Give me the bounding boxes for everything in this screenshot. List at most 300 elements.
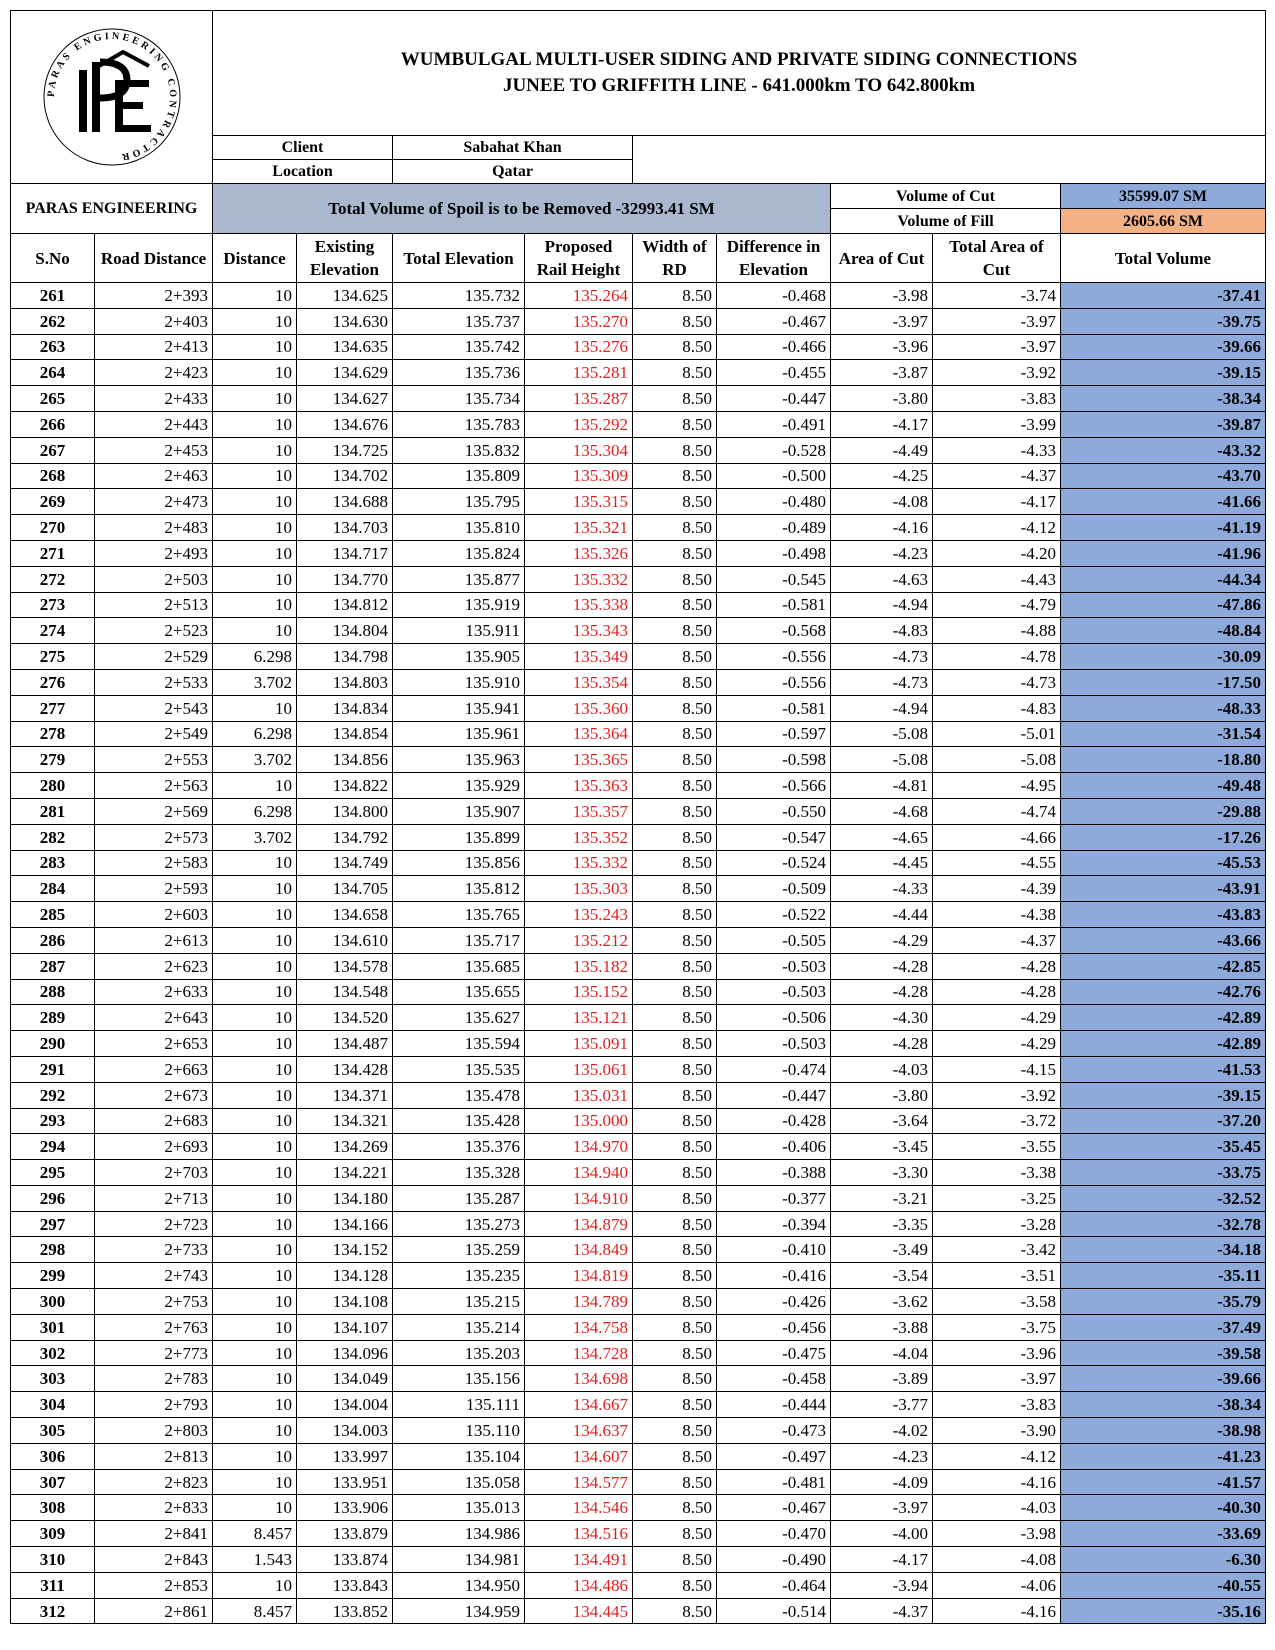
cell-total-elevation: 134.950 bbox=[393, 1572, 525, 1598]
cell-width-of-rd: 8.50 bbox=[633, 1082, 717, 1108]
cell-total-elevation: 135.058 bbox=[393, 1469, 525, 1495]
cell-distance: 10 bbox=[213, 1340, 297, 1366]
cell-proposed-rail-height: 134.728 bbox=[525, 1340, 633, 1366]
cell-total-elevation: 135.905 bbox=[393, 644, 525, 670]
cell-width-of-rd: 8.50 bbox=[633, 360, 717, 386]
cell-distance: 10 bbox=[213, 1314, 297, 1340]
cell-road-distance: 2+753 bbox=[95, 1289, 213, 1315]
cell-distance: 10 bbox=[213, 1108, 297, 1134]
cell-total-area-of-cut: -3.99 bbox=[933, 411, 1061, 437]
cell-difference-in-elevation: -0.410 bbox=[717, 1237, 831, 1263]
cell-total-area-of-cut: -4.37 bbox=[933, 463, 1061, 489]
cell-proposed-rail-height: 134.445 bbox=[525, 1598, 633, 1624]
cell-proposed-rail-height: 134.491 bbox=[525, 1547, 633, 1573]
cell-distance: 10 bbox=[213, 566, 297, 592]
cell-difference-in-elevation: -0.597 bbox=[717, 721, 831, 747]
title-line-2: JUNEE TO GRIFFITH LINE - 641.000km TO 642.800km bbox=[502, 75, 976, 96]
cell-total-volume: -39.87 bbox=[1061, 411, 1266, 437]
cell-road-distance: 2+733 bbox=[95, 1237, 213, 1263]
col-difference-in-elevation: Difference in Elevation bbox=[717, 234, 831, 283]
cell-total-area-of-cut: -3.96 bbox=[933, 1340, 1061, 1366]
cell-area-of-cut: -4.65 bbox=[831, 824, 933, 850]
cell-proposed-rail-height: 135.354 bbox=[525, 669, 633, 695]
cell-difference-in-elevation: -0.509 bbox=[717, 876, 831, 902]
cell-total-area-of-cut: -4.28 bbox=[933, 953, 1061, 979]
cell-distance: 10 bbox=[213, 515, 297, 541]
cell-distance: 10 bbox=[213, 308, 297, 334]
cell-width-of-rd: 8.50 bbox=[633, 1108, 717, 1134]
cell-existing-elevation: 133.852 bbox=[297, 1598, 393, 1624]
cell-total-area-of-cut: -4.73 bbox=[933, 669, 1061, 695]
table-row bbox=[11, 1082, 1266, 1108]
cell-difference-in-elevation: -0.524 bbox=[717, 850, 831, 876]
cell-area-of-cut: -4.68 bbox=[831, 798, 933, 824]
cell-sno: 271 bbox=[11, 540, 95, 566]
cell-difference-in-elevation: -0.581 bbox=[717, 695, 831, 721]
cell-area-of-cut: -4.94 bbox=[831, 695, 933, 721]
cell-distance: 10 bbox=[213, 1082, 297, 1108]
cell-area-of-cut: -3.89 bbox=[831, 1366, 933, 1392]
cell-total-area-of-cut: -3.97 bbox=[933, 1366, 1061, 1392]
cell-total-volume: -6.30 bbox=[1061, 1547, 1266, 1573]
cell-total-elevation: 135.809 bbox=[393, 463, 525, 489]
cell-width-of-rd: 8.50 bbox=[633, 1598, 717, 1624]
cell-total-area-of-cut: -3.42 bbox=[933, 1237, 1061, 1263]
cell-existing-elevation: 134.428 bbox=[297, 1056, 393, 1082]
cell-sno: 294 bbox=[11, 1134, 95, 1160]
info-blank bbox=[633, 136, 1266, 184]
cell-total-elevation: 135.013 bbox=[393, 1495, 525, 1521]
cell-existing-elevation: 134.487 bbox=[297, 1031, 393, 1057]
cell-total-area-of-cut: -4.28 bbox=[933, 979, 1061, 1005]
cell-total-area-of-cut: -3.74 bbox=[933, 283, 1061, 309]
cell-proposed-rail-height: 135.031 bbox=[525, 1082, 633, 1108]
cell-sno: 283 bbox=[11, 850, 95, 876]
cell-total-volume: -42.89 bbox=[1061, 1031, 1266, 1057]
cell-road-distance: 2+813 bbox=[95, 1443, 213, 1469]
cell-distance: 10 bbox=[213, 540, 297, 566]
cell-total-volume: -47.86 bbox=[1061, 592, 1266, 618]
cell-area-of-cut: -4.45 bbox=[831, 850, 933, 876]
cell-proposed-rail-height: 135.061 bbox=[525, 1056, 633, 1082]
cell-difference-in-elevation: -0.497 bbox=[717, 1443, 831, 1469]
cell-total-area-of-cut: -4.16 bbox=[933, 1598, 1061, 1624]
cell-distance: 8.457 bbox=[213, 1521, 297, 1547]
cell-road-distance: 2+793 bbox=[95, 1392, 213, 1418]
cell-difference-in-elevation: -0.466 bbox=[717, 334, 831, 360]
cell-proposed-rail-height: 134.879 bbox=[525, 1211, 633, 1237]
cell-sno: 304 bbox=[11, 1392, 95, 1418]
cell-width-of-rd: 8.50 bbox=[633, 1495, 717, 1521]
cell-existing-elevation: 134.705 bbox=[297, 876, 393, 902]
cell-width-of-rd: 8.50 bbox=[633, 669, 717, 695]
cell-area-of-cut: -4.00 bbox=[831, 1521, 933, 1547]
cell-proposed-rail-height: 135.276 bbox=[525, 334, 633, 360]
cell-area-of-cut: -4.28 bbox=[831, 979, 933, 1005]
cell-existing-elevation: 134.834 bbox=[297, 695, 393, 721]
cell-road-distance: 2+523 bbox=[95, 618, 213, 644]
cell-total-elevation: 135.765 bbox=[393, 902, 525, 928]
cell-proposed-rail-height: 135.287 bbox=[525, 386, 633, 412]
cell-area-of-cut: -3.87 bbox=[831, 360, 933, 386]
cell-total-elevation: 135.910 bbox=[393, 669, 525, 695]
logo-ring-text: PARAS ENGINEERING CONTRACTOR bbox=[45, 30, 178, 163]
table-row bbox=[11, 1289, 1266, 1315]
cell-total-elevation: 135.856 bbox=[393, 850, 525, 876]
cell-road-distance: 2+853 bbox=[95, 1572, 213, 1598]
cell-proposed-rail-height: 134.940 bbox=[525, 1160, 633, 1186]
cell-difference-in-elevation: -0.556 bbox=[717, 644, 831, 670]
cell-difference-in-elevation: -0.464 bbox=[717, 1572, 831, 1598]
cell-area-of-cut: -3.77 bbox=[831, 1392, 933, 1418]
cell-distance: 10 bbox=[213, 1237, 297, 1263]
cell-distance: 10 bbox=[213, 1185, 297, 1211]
cell-area-of-cut: -4.28 bbox=[831, 953, 933, 979]
cell-existing-elevation: 134.630 bbox=[297, 308, 393, 334]
cell-road-distance: 2+803 bbox=[95, 1418, 213, 1444]
cell-existing-elevation: 134.854 bbox=[297, 721, 393, 747]
cell-sno: 289 bbox=[11, 1005, 95, 1031]
cell-area-of-cut: -4.73 bbox=[831, 644, 933, 670]
cell-width-of-rd: 8.50 bbox=[633, 1211, 717, 1237]
cell-total-volume: -17.50 bbox=[1061, 669, 1266, 695]
cell-total-elevation: 135.941 bbox=[393, 695, 525, 721]
cell-road-distance: 2+413 bbox=[95, 334, 213, 360]
cell-existing-elevation: 134.049 bbox=[297, 1366, 393, 1392]
cell-total-area-of-cut: -4.20 bbox=[933, 540, 1061, 566]
table-row bbox=[11, 669, 1266, 695]
cell-difference-in-elevation: -0.481 bbox=[717, 1469, 831, 1495]
cell-sno: 263 bbox=[11, 334, 95, 360]
cell-total-volume: -43.66 bbox=[1061, 927, 1266, 953]
cell-total-area-of-cut: -4.29 bbox=[933, 1031, 1061, 1057]
table-row bbox=[11, 850, 1266, 876]
cell-distance: 10 bbox=[213, 1134, 297, 1160]
cell-proposed-rail-height: 135.360 bbox=[525, 695, 633, 721]
cell-difference-in-elevation: -0.470 bbox=[717, 1521, 831, 1547]
cell-road-distance: 2+833 bbox=[95, 1495, 213, 1521]
cell-sno: 265 bbox=[11, 386, 95, 412]
cell-existing-elevation: 134.629 bbox=[297, 360, 393, 386]
cell-sno: 303 bbox=[11, 1366, 95, 1392]
cell-proposed-rail-height: 135.332 bbox=[525, 850, 633, 876]
cell-width-of-rd: 8.50 bbox=[633, 927, 717, 953]
cell-difference-in-elevation: -0.456 bbox=[717, 1314, 831, 1340]
cell-road-distance: 2+483 bbox=[95, 515, 213, 541]
cell-sno: 268 bbox=[11, 463, 95, 489]
cell-total-area-of-cut: -4.12 bbox=[933, 1443, 1061, 1469]
cell-road-distance: 2+573 bbox=[95, 824, 213, 850]
table-row bbox=[11, 876, 1266, 902]
cell-total-area-of-cut: -4.95 bbox=[933, 773, 1061, 799]
cell-total-volume: -32.52 bbox=[1061, 1185, 1266, 1211]
cell-total-elevation: 135.535 bbox=[393, 1056, 525, 1082]
cell-existing-elevation: 134.822 bbox=[297, 773, 393, 799]
location-label: Location bbox=[213, 160, 393, 184]
cell-total-volume: -38.34 bbox=[1061, 386, 1266, 412]
cell-existing-elevation: 134.578 bbox=[297, 953, 393, 979]
cell-total-volume: -35.16 bbox=[1061, 1598, 1266, 1624]
cell-width-of-rd: 8.50 bbox=[633, 334, 717, 360]
cell-width-of-rd: 8.50 bbox=[633, 1237, 717, 1263]
cell-existing-elevation: 134.166 bbox=[297, 1211, 393, 1237]
cell-sno: 276 bbox=[11, 669, 95, 695]
cell-total-volume: -45.53 bbox=[1061, 850, 1266, 876]
cell-total-elevation: 134.959 bbox=[393, 1598, 525, 1624]
cell-proposed-rail-height: 134.607 bbox=[525, 1443, 633, 1469]
cell-total-elevation: 135.919 bbox=[393, 592, 525, 618]
cell-total-elevation: 135.215 bbox=[393, 1289, 525, 1315]
cell-total-elevation: 135.911 bbox=[393, 618, 525, 644]
cell-area-of-cut: -4.63 bbox=[831, 566, 933, 592]
cell-width-of-rd: 8.50 bbox=[633, 850, 717, 876]
cell-total-elevation: 135.961 bbox=[393, 721, 525, 747]
cell-total-elevation: 135.732 bbox=[393, 283, 525, 309]
cell-road-distance: 2+543 bbox=[95, 695, 213, 721]
cell-total-volume: -41.96 bbox=[1061, 540, 1266, 566]
table-row bbox=[11, 334, 1266, 360]
cell-width-of-rd: 8.50 bbox=[633, 1443, 717, 1469]
cell-total-area-of-cut: -3.97 bbox=[933, 308, 1061, 334]
cell-total-area-of-cut: -4.33 bbox=[933, 437, 1061, 463]
cell-proposed-rail-height: 135.352 bbox=[525, 824, 633, 850]
cell-width-of-rd: 8.50 bbox=[633, 773, 717, 799]
cell-proposed-rail-height: 134.667 bbox=[525, 1392, 633, 1418]
cell-sno: 296 bbox=[11, 1185, 95, 1211]
cell-difference-in-elevation: -0.514 bbox=[717, 1598, 831, 1624]
table-row bbox=[11, 1366, 1266, 1392]
cell-width-of-rd: 8.50 bbox=[633, 1572, 717, 1598]
table-row bbox=[11, 1211, 1266, 1237]
cell-road-distance: 2+569 bbox=[95, 798, 213, 824]
cell-difference-in-elevation: -0.598 bbox=[717, 747, 831, 773]
cell-road-distance: 2+773 bbox=[95, 1340, 213, 1366]
cell-total-volume: -33.69 bbox=[1061, 1521, 1266, 1547]
table-row bbox=[11, 1547, 1266, 1573]
cell-distance: 10 bbox=[213, 334, 297, 360]
cell-total-elevation: 135.685 bbox=[393, 953, 525, 979]
cell-area-of-cut: -3.49 bbox=[831, 1237, 933, 1263]
cell-width-of-rd: 8.50 bbox=[633, 1392, 717, 1418]
cell-road-distance: 2+693 bbox=[95, 1134, 213, 1160]
cell-area-of-cut: -4.03 bbox=[831, 1056, 933, 1082]
cell-existing-elevation: 134.702 bbox=[297, 463, 393, 489]
cell-distance: 10 bbox=[213, 1495, 297, 1521]
cell-existing-elevation: 134.004 bbox=[297, 1392, 393, 1418]
cell-width-of-rd: 8.50 bbox=[633, 1160, 717, 1186]
cell-total-volume: -48.84 bbox=[1061, 618, 1266, 644]
cell-total-area-of-cut: -4.16 bbox=[933, 1469, 1061, 1495]
cell-total-volume: -29.88 bbox=[1061, 798, 1266, 824]
column-headers bbox=[11, 234, 1266, 283]
cell-total-volume: -35.79 bbox=[1061, 1289, 1266, 1315]
cell-proposed-rail-height: 134.910 bbox=[525, 1185, 633, 1211]
cell-total-elevation: 135.737 bbox=[393, 308, 525, 334]
cell-difference-in-elevation: -0.388 bbox=[717, 1160, 831, 1186]
cell-proposed-rail-height: 135.357 bbox=[525, 798, 633, 824]
cell-total-area-of-cut: -4.38 bbox=[933, 902, 1061, 928]
volume-fill-value: 2605.66 SM bbox=[1061, 209, 1266, 234]
cell-total-elevation: 135.111 bbox=[393, 1392, 525, 1418]
cell-road-distance: 2+633 bbox=[95, 979, 213, 1005]
cell-total-area-of-cut: -4.06 bbox=[933, 1572, 1061, 1598]
table-row bbox=[11, 1263, 1266, 1289]
cell-difference-in-elevation: -0.447 bbox=[717, 1082, 831, 1108]
cell-difference-in-elevation: -0.426 bbox=[717, 1289, 831, 1315]
cell-road-distance: 2+783 bbox=[95, 1366, 213, 1392]
cell-sno: 306 bbox=[11, 1443, 95, 1469]
cell-total-volume: -38.34 bbox=[1061, 1392, 1266, 1418]
cell-total-volume: -35.45 bbox=[1061, 1134, 1266, 1160]
cell-proposed-rail-height: 135.292 bbox=[525, 411, 633, 437]
cell-existing-elevation: 134.003 bbox=[297, 1418, 393, 1444]
cell-difference-in-elevation: -0.505 bbox=[717, 927, 831, 953]
cell-total-area-of-cut: -3.51 bbox=[933, 1263, 1061, 1289]
table-row bbox=[11, 1134, 1266, 1160]
col-area-of-cut: Area of Cut bbox=[831, 234, 933, 283]
cell-total-area-of-cut: -4.08 bbox=[933, 1547, 1061, 1573]
cell-sno: 278 bbox=[11, 721, 95, 747]
cell-total-elevation: 135.742 bbox=[393, 334, 525, 360]
cell-existing-elevation: 134.625 bbox=[297, 283, 393, 309]
cell-total-elevation: 135.376 bbox=[393, 1134, 525, 1160]
cell-difference-in-elevation: -0.458 bbox=[717, 1366, 831, 1392]
cell-distance: 10 bbox=[213, 1418, 297, 1444]
cell-total-elevation: 135.810 bbox=[393, 515, 525, 541]
cell-distance: 10 bbox=[213, 902, 297, 928]
table-row bbox=[11, 1237, 1266, 1263]
cell-total-volume: -37.49 bbox=[1061, 1314, 1266, 1340]
cell-difference-in-elevation: -0.581 bbox=[717, 592, 831, 618]
cell-total-volume: -41.23 bbox=[1061, 1443, 1266, 1469]
cell-difference-in-elevation: -0.506 bbox=[717, 1005, 831, 1031]
cell-area-of-cut: -3.80 bbox=[831, 1082, 933, 1108]
cell-distance: 10 bbox=[213, 618, 297, 644]
cell-proposed-rail-height: 135.363 bbox=[525, 773, 633, 799]
cell-total-area-of-cut: -5.08 bbox=[933, 747, 1061, 773]
cell-existing-elevation: 134.610 bbox=[297, 927, 393, 953]
cell-proposed-rail-height: 135.332 bbox=[525, 566, 633, 592]
cell-total-volume: -39.15 bbox=[1061, 360, 1266, 386]
cell-total-area-of-cut: -4.37 bbox=[933, 927, 1061, 953]
table-row bbox=[11, 540, 1266, 566]
cell-total-area-of-cut: -4.17 bbox=[933, 489, 1061, 515]
cell-width-of-rd: 8.50 bbox=[633, 592, 717, 618]
cell-total-volume: -30.09 bbox=[1061, 644, 1266, 670]
cell-difference-in-elevation: -0.503 bbox=[717, 953, 831, 979]
table-row bbox=[11, 1392, 1266, 1418]
cell-difference-in-elevation: -0.475 bbox=[717, 1340, 831, 1366]
spreadsheet bbox=[10, 10, 1265, 1624]
cell-total-elevation: 135.428 bbox=[393, 1108, 525, 1134]
cell-width-of-rd: 8.50 bbox=[633, 437, 717, 463]
cell-total-volume: -34.18 bbox=[1061, 1237, 1266, 1263]
cell-sno: 300 bbox=[11, 1289, 95, 1315]
cell-total-elevation: 135.655 bbox=[393, 979, 525, 1005]
cell-width-of-rd: 8.50 bbox=[633, 308, 717, 334]
cell-total-volume: -37.41 bbox=[1061, 283, 1266, 309]
table-row bbox=[11, 463, 1266, 489]
cell-road-distance: 2+643 bbox=[95, 1005, 213, 1031]
cell-road-distance: 2+423 bbox=[95, 360, 213, 386]
cell-sno: 302 bbox=[11, 1340, 95, 1366]
cell-total-volume: -33.75 bbox=[1061, 1160, 1266, 1186]
cell-total-elevation: 135.203 bbox=[393, 1340, 525, 1366]
cell-area-of-cut: -3.96 bbox=[831, 334, 933, 360]
cell-area-of-cut: -5.08 bbox=[831, 721, 933, 747]
table-row bbox=[11, 747, 1266, 773]
cell-road-distance: 2+463 bbox=[95, 463, 213, 489]
cell-road-distance: 2+583 bbox=[95, 850, 213, 876]
cell-area-of-cut: -3.94 bbox=[831, 1572, 933, 1598]
cell-total-volume: -43.70 bbox=[1061, 463, 1266, 489]
cell-width-of-rd: 8.50 bbox=[633, 1521, 717, 1547]
table-row bbox=[11, 566, 1266, 592]
cell-total-volume: -41.57 bbox=[1061, 1469, 1266, 1495]
cell-road-distance: 2+549 bbox=[95, 721, 213, 747]
cell-difference-in-elevation: -0.503 bbox=[717, 979, 831, 1005]
cell-total-elevation: 135.907 bbox=[393, 798, 525, 824]
cell-existing-elevation: 133.874 bbox=[297, 1547, 393, 1573]
cell-road-distance: 2+763 bbox=[95, 1314, 213, 1340]
cell-existing-elevation: 134.658 bbox=[297, 902, 393, 928]
cell-proposed-rail-height: 135.091 bbox=[525, 1031, 633, 1057]
cell-total-area-of-cut: -3.25 bbox=[933, 1185, 1061, 1211]
cell-width-of-rd: 8.50 bbox=[633, 721, 717, 747]
cell-difference-in-elevation: -0.522 bbox=[717, 902, 831, 928]
cell-sno: 269 bbox=[11, 489, 95, 515]
cell-distance: 10 bbox=[213, 1031, 297, 1057]
cell-existing-elevation: 134.096 bbox=[297, 1340, 393, 1366]
cell-road-distance: 2+393 bbox=[95, 283, 213, 309]
cell-sno: 279 bbox=[11, 747, 95, 773]
cell-total-area-of-cut: -3.58 bbox=[933, 1289, 1061, 1315]
cell-total-volume: -38.98 bbox=[1061, 1418, 1266, 1444]
cell-width-of-rd: 8.50 bbox=[633, 1031, 717, 1057]
cell-sno: 299 bbox=[11, 1263, 95, 1289]
cell-area-of-cut: -4.37 bbox=[831, 1598, 933, 1624]
cell-total-area-of-cut: -3.92 bbox=[933, 360, 1061, 386]
cell-total-volume: -17.26 bbox=[1061, 824, 1266, 850]
cell-total-elevation: 135.104 bbox=[393, 1443, 525, 1469]
spoil-summary: Total Volume of Spoil is to be Removed -32993.41 SM bbox=[213, 184, 831, 234]
cell-distance: 10 bbox=[213, 360, 297, 386]
client-value: Sabahat Khan bbox=[393, 136, 633, 160]
cell-total-elevation: 135.478 bbox=[393, 1082, 525, 1108]
col-distance: Distance bbox=[213, 234, 297, 283]
cell-road-distance: 2+433 bbox=[95, 386, 213, 412]
cell-total-volume: -39.66 bbox=[1061, 334, 1266, 360]
cell-distance: 6.298 bbox=[213, 721, 297, 747]
cell-sno: 267 bbox=[11, 437, 95, 463]
table-row bbox=[11, 1418, 1266, 1444]
cell-total-area-of-cut: -3.98 bbox=[933, 1521, 1061, 1547]
cell-existing-elevation: 134.180 bbox=[297, 1185, 393, 1211]
cell-existing-elevation: 134.717 bbox=[297, 540, 393, 566]
cell-road-distance: 2+473 bbox=[95, 489, 213, 515]
cell-distance: 10 bbox=[213, 437, 297, 463]
cell-proposed-rail-height: 135.365 bbox=[525, 747, 633, 773]
company-logo bbox=[37, 22, 187, 172]
table-row bbox=[11, 1469, 1266, 1495]
cell-distance: 10 bbox=[213, 1160, 297, 1186]
cell-area-of-cut: -3.62 bbox=[831, 1289, 933, 1315]
cell-area-of-cut: -5.08 bbox=[831, 747, 933, 773]
cell-proposed-rail-height: 135.270 bbox=[525, 308, 633, 334]
cell-total-area-of-cut: -3.83 bbox=[933, 1392, 1061, 1418]
table-row bbox=[11, 618, 1266, 644]
cell-distance: 10 bbox=[213, 283, 297, 309]
